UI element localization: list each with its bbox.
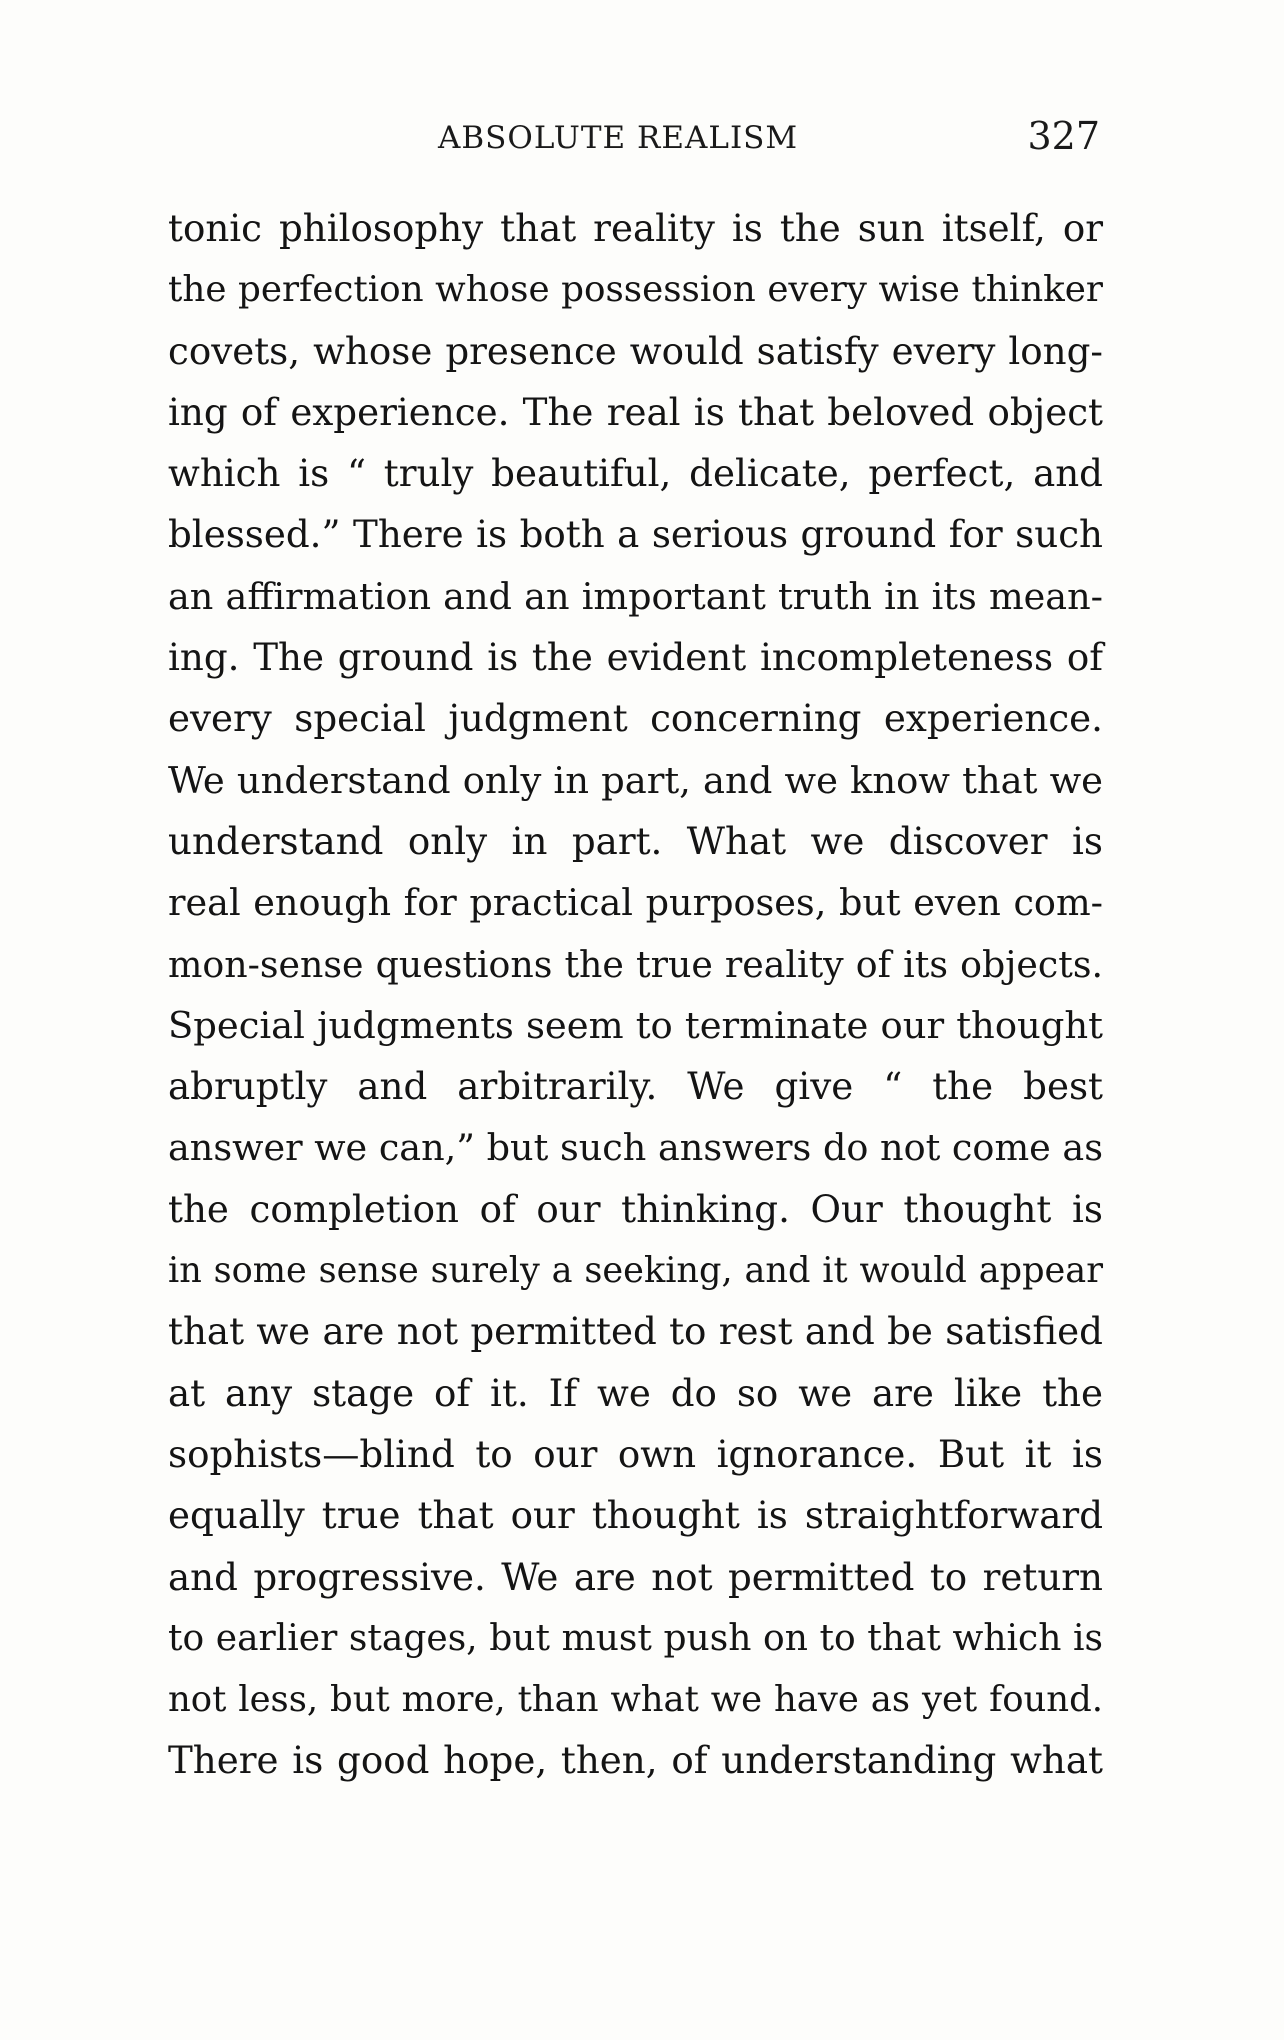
text-line: real enough for practical purposes, but even com- [168,881,1103,925]
text-line: There is good hope, then, of understanding what [168,1738,1103,1783]
text-line: the completion of our thinking. Our thought is [168,1186,1103,1231]
text-line: We understand only in part, and we know that we [168,758,1103,802]
text-line: an affirmation and an important truth in its mean- [168,574,1103,618]
text-line: blessed.” There is both a serious ground for such [168,512,1103,557]
text-line: not less, but more, than what we have as yet found. [168,1679,1103,1721]
text-line: that we are not permitted to rest and be satisfied [168,1309,1103,1354]
text-line: sophists—blind to our own ignorance. But it is [168,1431,1103,1476]
page-number: 327 [1027,114,1100,158]
running-head [168,112,1100,166]
text-line: at any stage of it. If we do so we are like the [168,1370,1103,1415]
text-line: covets, whose presence would satisfy every long- [168,328,1103,373]
text-line: understand only in part. What we discover is [168,818,1103,863]
text-line: the perfection whose possession every wise thinker [168,269,1103,311]
text-line: equally true that our thought is straightforward [168,1493,1103,1538]
text-line: to earlier stages, but must push on to that which is [168,1617,1103,1659]
text-line: tonic philosophy that reality is the sun itself, or [168,206,1103,250]
text-line: which is “ truly beautiful, delicate, perfect, and [168,451,1103,496]
text-line: and progressive. We are not permitted to return [168,1554,1103,1599]
text-line: in some sense surely a seeking, and it would appear [168,1250,1103,1292]
text-line: abruptly and arbitrarily. We give “ the best [168,1064,1103,1109]
body-paragraph [168,198,1103,1792]
running-title: ABSOLUTE REALISM [438,120,799,156]
text-line: ing. The ground is the evident incompleteness of [168,635,1103,680]
text-line: answer we can,” but such answers do not come as [168,1126,1103,1170]
text-line: every special judgment concerning experience. [168,696,1103,741]
text-line: mon-sense questions the true reality of its objects. [168,942,1103,986]
text-line: ing of experience. The real is that beloved object [168,389,1103,434]
text-line: Special judgments seem to terminate our thought [168,1003,1103,1047]
